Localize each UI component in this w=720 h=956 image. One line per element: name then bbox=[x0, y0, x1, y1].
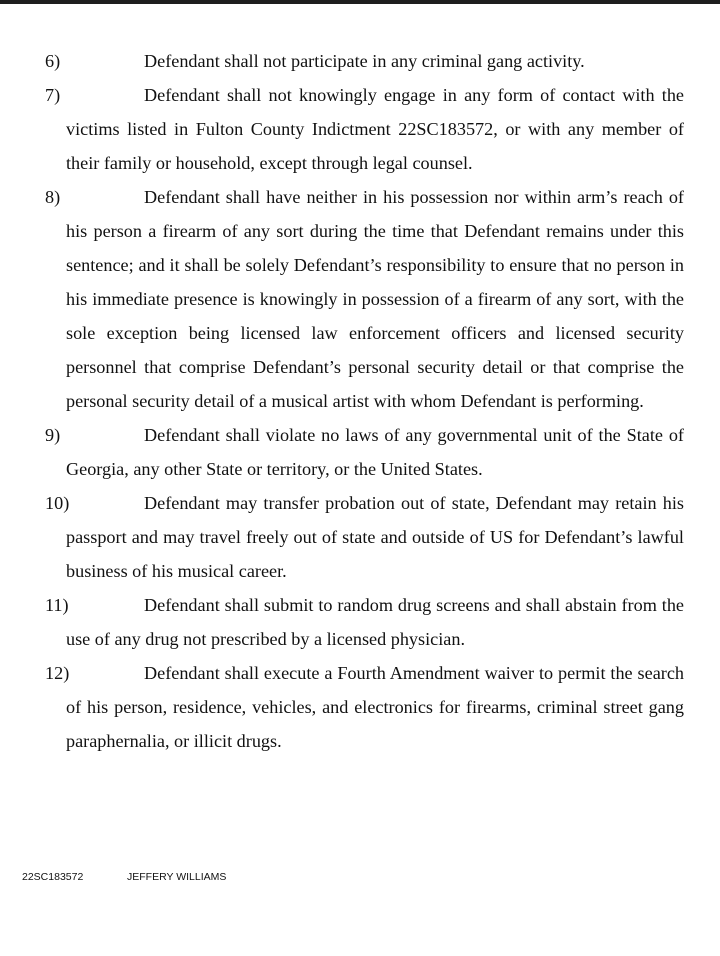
footer-case-number: 22SC183572 bbox=[22, 871, 84, 883]
condition-number: 10) bbox=[45, 493, 70, 513]
condition-number: 8) bbox=[45, 187, 61, 207]
condition-text: Defendant may transfer probation out of state, Defendant may retain his passport and may travel freely out of state and outside of US for Defendant’s lawful business of his musical career. bbox=[66, 493, 684, 581]
condition-item-11 bbox=[0, 588, 720, 656]
footer-defendant-name: JEFFERY WILLIAMS bbox=[127, 871, 227, 883]
condition-item-8 bbox=[0, 180, 720, 418]
condition-item-6 bbox=[0, 44, 720, 78]
condition-text: Defendant shall violate no laws of any governmental unit of the State of Georgia, any other State or territory, or the United States. bbox=[66, 425, 684, 479]
condition-item-9 bbox=[0, 418, 720, 486]
condition-item-12 bbox=[0, 656, 720, 758]
condition-text: Defendant shall have neither in his possession nor within arm’s reach of his person a firearm of any sort during the time that Defendant remains under this sentence; and it shall be solely Defendant’s responsibility to ensure that no person in his immediate presence is knowingly in possession of a firearm of any sort, with the sole exception being licensed law enforcement officers and licensed security personnel that comprise Defendant’s personal security detail or that comprise the personal security detail of a musical artist with whom Defendant is performing. bbox=[66, 187, 684, 411]
condition-number: 9) bbox=[45, 425, 61, 445]
condition-number: 11) bbox=[45, 595, 69, 615]
top-border-bar bbox=[0, 0, 720, 4]
condition-item-7 bbox=[0, 78, 720, 180]
condition-text: Defendant shall execute a Fourth Amendment waiver to permit the search of his person, residence, vehicles, and electronics for firearms, criminal street gang paraphernalia, or illicit drugs. bbox=[66, 663, 684, 751]
condition-number: 12) bbox=[45, 663, 70, 683]
condition-number: 7) bbox=[45, 85, 61, 105]
condition-item-10 bbox=[0, 486, 720, 588]
condition-text: Defendant shall submit to random drug screens and shall abstain from the use of any drug not prescribed by a licensed physician. bbox=[66, 595, 684, 649]
sentence-conditions-list bbox=[0, 44, 720, 758]
condition-number: 6) bbox=[45, 51, 61, 71]
condition-text: Defendant shall not knowingly engage in any form of contact with the victims listed in Fulton County Indictment 22SC183572, or with any member of their family or household, except through legal counsel. bbox=[66, 85, 684, 173]
condition-text: Defendant shall not participate in any criminal gang activity. bbox=[144, 51, 585, 71]
